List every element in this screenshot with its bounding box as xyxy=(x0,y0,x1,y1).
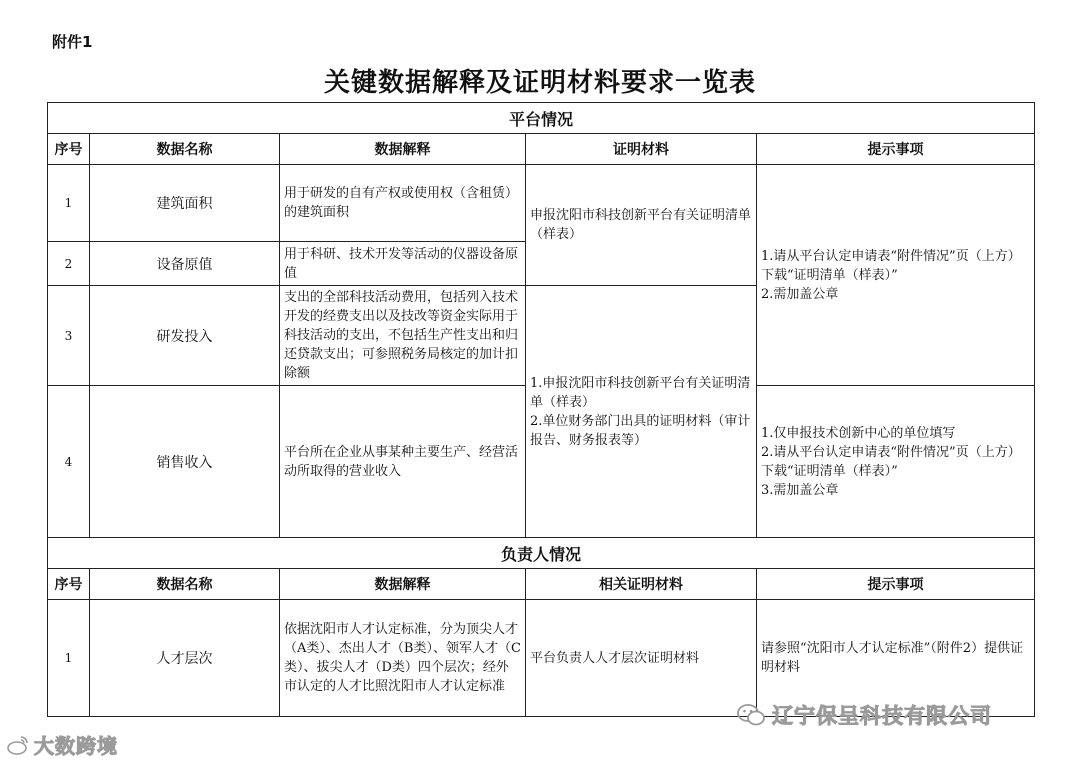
notes-cell xyxy=(757,165,1035,386)
row-number: 2 xyxy=(48,242,90,286)
col-header-no: 序号 xyxy=(48,569,90,600)
header-row-leader xyxy=(48,569,1035,600)
document-title: 关键数据解释及证明材料要求一览表 xyxy=(323,68,756,98)
col-header-notes: 提示事项 xyxy=(757,134,1035,165)
watermark-right-text: 辽宁保呈科技有限公司 xyxy=(772,704,992,728)
proof-line: 1.申报沈阳市科技创新平台有关证明清单（样表） xyxy=(530,375,751,410)
col-header-notes: 提示事项 xyxy=(757,569,1035,600)
notes-cell xyxy=(757,386,1035,538)
section-title-leader: 负责人情况 xyxy=(48,538,1035,569)
data-name-cell: 销售收入 xyxy=(90,386,280,538)
requirements-table xyxy=(47,102,1035,717)
col-header-no: 序号 xyxy=(48,134,90,165)
proof-cell: 平台负责人人才层次证明材料 xyxy=(526,600,757,717)
note-line: 3.需加盖公章 xyxy=(761,482,839,498)
table-row xyxy=(48,165,1035,242)
watermark-left xyxy=(6,730,118,759)
col-header-proof: 证明材料 xyxy=(526,134,757,165)
section-row-leader xyxy=(48,538,1035,569)
data-name-cell: 人才层次 xyxy=(90,600,280,717)
col-header-proof: 相关证明材料 xyxy=(526,569,757,600)
explanation-cell: 依据沈阳市人才认定标准，分为顶尖人才（A类）、杰出人才（B类）、领军人才（C类）、拔尖人才（D类）四个层次；经外市认定的人才比照沈阳市人才认定标准 xyxy=(280,600,526,717)
col-header-name: 数据名称 xyxy=(90,569,280,600)
note-line: 1.请从平台认定申请表“附件情况”页（上方）下载“证明清单（样表）” xyxy=(761,248,1021,283)
explanation-cell: 用于研发的自有产权或使用权（含租赁）的建筑面积 xyxy=(280,165,526,242)
wechat-icon xyxy=(736,702,766,728)
watermark-right xyxy=(736,700,992,730)
row-number: 1 xyxy=(48,600,90,717)
watermark-left-text: 大数跨境 xyxy=(34,734,118,758)
row-number: 4 xyxy=(48,386,90,538)
col-header-name: 数据名称 xyxy=(90,134,280,165)
col-header-explanation: 数据解释 xyxy=(280,569,526,600)
row-number: 1 xyxy=(48,165,90,242)
data-name-cell: 设备原值 xyxy=(90,242,280,286)
weibo-icon xyxy=(6,734,30,756)
proof-cell: 申报沈阳市科技创新平台有关证明清单（样表） xyxy=(526,165,757,286)
note-line: 2.需加盖公章 xyxy=(761,286,839,302)
col-header-explanation: 数据解释 xyxy=(280,134,526,165)
header-row-platform xyxy=(48,134,1035,165)
note-line: 2.请从平台认定申请表“附件情况”页（上方）下载“证明清单（样表）” xyxy=(761,444,1021,479)
explanation-cell: 用于科研、技术开发等活动的仪器设备原值 xyxy=(280,242,526,286)
section-title-platform: 平台情况 xyxy=(48,103,1035,134)
proof-cell xyxy=(526,286,757,538)
data-name-cell: 建筑面积 xyxy=(90,165,280,242)
data-name-cell: 研发投入 xyxy=(90,286,280,386)
proof-line: 2.单位财务部门出具的证明材料（审计报告、财务报表等） xyxy=(530,413,751,448)
attachment-label: 附件1 xyxy=(52,33,93,51)
section-row-platform xyxy=(48,103,1035,134)
note-line: 1.仅申报技术创新中心的单位填写 xyxy=(761,425,956,441)
row-number: 3 xyxy=(48,286,90,386)
explanation-cell: 平台所在企业从事某种主要生产、经营活动所取得的营业收入 xyxy=(280,386,526,538)
notes-cell: 请参照“沈阳市人才认定标准”（附件2）提供证明材料 xyxy=(757,600,1035,717)
explanation-cell: 支出的全部科技活动费用，包括列入技术开发的经费支出以及技改等资金实际用于科技活动的支出，不包括生产性支出和归还贷款支出；可参照税务局核定的加计扣除额 xyxy=(280,286,526,386)
table-row xyxy=(48,600,1035,717)
